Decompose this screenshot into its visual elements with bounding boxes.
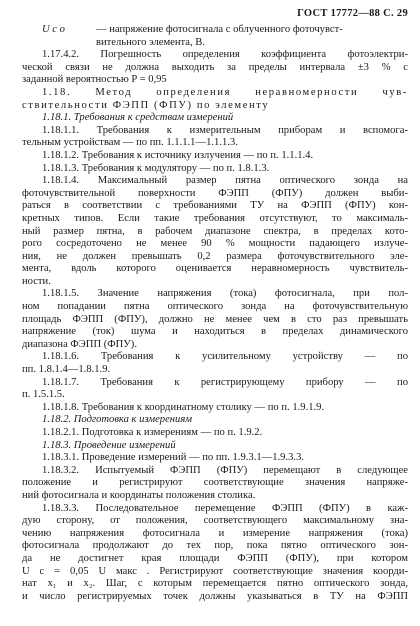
text-line: мента, вдоль которого оценивается неравномерность чувствитель-: [22, 263, 408, 275]
text-line: 1.18.1.2. Требования к источнику излучения — по п. 1.1.1.4.: [42, 149, 314, 161]
text-line: нат x₁ и x₂. Шаг, с которым перемещается пятно оптического зонда,: [22, 578, 408, 590]
text-line: 1.18.1.7. Требования к регистрирующему прибору — по: [42, 376, 408, 388]
text-line: положение и регистрируют соответствующие значения напряже-: [22, 477, 408, 489]
text-line: 1.18.3.2. Испытуемый ФЭПП (ФПУ) перемещают в следующее: [42, 464, 408, 476]
text-line: дую сторону, от положения, соответствующего максимальному зна-: [22, 515, 408, 527]
text-line: п. 1.5.1.5.: [22, 389, 65, 401]
text-line: и число регистрируемых точек должны указываться в ТУ на ФЭПП: [22, 590, 408, 602]
text-line: фоточувствительной поверхности ФЭПП (ФПУ) должен выби-: [22, 187, 408, 199]
text-line: фотосигнала продолжают до тех пор, пока пятно оптического зон-: [22, 540, 408, 552]
text-line: напряжение (ток) шума и находиться в пределах динамического: [22, 326, 408, 338]
section-heading: ствительности ФЭПП (ФПУ) по элементу: [22, 99, 270, 111]
symbol-name: U c o: [42, 24, 65, 35]
text-line: да не достигнет края площади ФЭПП (ФПУ), при котором: [22, 552, 408, 564]
text-line: 1.17.4.2. Погрешность определения коэффициента фотоэлектри-: [42, 49, 408, 61]
subsection-heading: 1.18.1. Требования к средствам измерений: [42, 112, 234, 124]
text-line: кретных типов. Если такие требования отсутствуют, то максималь-: [22, 212, 408, 224]
text-line: 1.18.1.3. Требования к модулятору — по п. 1.8.1.3.: [42, 162, 270, 174]
text-line: площадь ФЭПП (ФПУ), должно не менее чем в сто раз превышать: [22, 313, 408, 325]
text-line: 1.18.3.3. Последовательное перемещение ФЭПП (ФПУ) в каж-: [42, 502, 408, 514]
text-line: 1.18.3.1. Проведение измерений — по пп. 1.9.3.1—1.9.3.3.: [42, 452, 305, 464]
text-line: 1.18.1.5. Значение напряжения (тока) фотосигнала, при пол-: [42, 288, 408, 300]
text-line: пп. 1.8.1.4—1.8.1.9.: [22, 364, 111, 376]
text-line: ном попадании пятна оптического зонда на фоточувствительную: [22, 301, 408, 313]
text-line: 1.18.1.1. Требования к измерительным приборам и вспомога-: [42, 124, 408, 136]
symbol-definition-line: вительного элемента, В.: [96, 36, 206, 48]
text-line: ний фотосигнала и координаты положения столика.: [22, 489, 256, 501]
subsection-heading: 1.18.3. Проведение измерений: [42, 439, 176, 451]
text-line: рого сосредоточено не менее 90 % мощности падающего излуче-: [22, 238, 408, 250]
symbol-definition: [22, 24, 408, 37]
text-line: 1.18.1.4. Максимальный размер пятна оптического зонда на: [42, 175, 408, 187]
page-header: ГОСТ 17772—88 С. 29: [297, 8, 408, 19]
text-line: заданной вероятностью P = 0,95: [22, 74, 167, 86]
section-heading: 1.18. Метод определения неравномерности чув-: [42, 86, 408, 98]
text-line: ный размер пятна, в рабочем диапазоне спектра, в пределах кото-: [22, 225, 408, 237]
text-line: диапазона ФЭПП (ФПУ).: [22, 338, 137, 350]
text-line: 1.18.2.1. Подготовка к измерениям — по п. 1.9.2.: [42, 427, 263, 438]
text-line: ния, не должен превышать 0,2 размера фоточувствительного эле-: [22, 250, 408, 262]
text-line: U с = 0,05 U макс . Регистрируют соответствующие значения коорди-: [22, 565, 408, 577]
text-line: ности.: [22, 275, 51, 287]
text-line: чению напряжения фотосигнала и измерение напряжения (тока): [22, 527, 408, 539]
symbol-definition-line: — напряжение фотосигнала с облученного фоточувст-: [96, 24, 343, 35]
text-line: 1.18.1.8. Требования к координатному столику — по п. 1.9.1.9.: [42, 401, 325, 413]
text-line: ческой связи не должна выходить за пределы интервала ±3 % с: [22, 61, 408, 73]
text-line: 1.18.1.6. Требования к усилительному устройству — по: [42, 351, 408, 363]
text-line: раться в соответствии с требованиями ТУ на ФЭПП (ФПУ) кон-: [22, 200, 408, 212]
subsection-heading: 1.18.2. Подготовка к измерениям: [42, 414, 193, 426]
text-line: тельным устройствам — по пп. 1.1.1.1—1.1.1.3.: [22, 137, 238, 149]
document-page: [22, 6, 408, 603]
